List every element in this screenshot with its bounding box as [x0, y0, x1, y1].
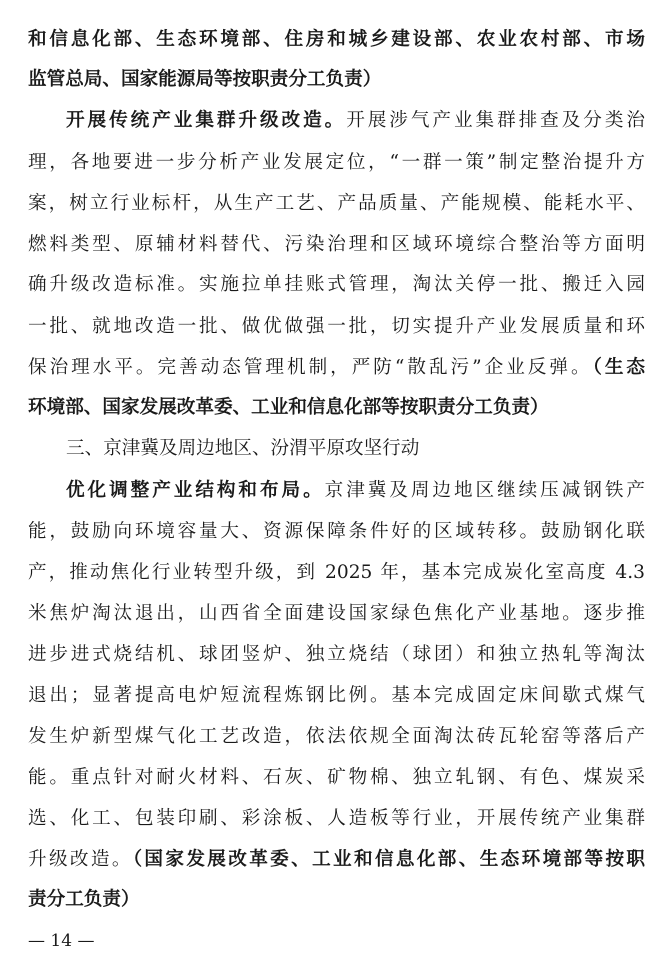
- para1-line8: 环境部、国家发展改革委、工业和信息化部等按职责分工负责）: [28, 397, 549, 418]
- para1-line1-rest: 开展涉气产业集群排查及分类治: [346, 110, 645, 131]
- para1-line1: [66, 108, 645, 134]
- para0-line2: 监管总局、国家能源局等按职责分工负责）: [28, 69, 382, 90]
- para2-line8: 能。重点针对耐火材料、石灰、矿物棉、独立轧钢、有色、煤炭采: [28, 767, 645, 788]
- para2-line9: 选、化工、包装印刷、彩涂板、人造板等行业，开展传统产业集群: [28, 808, 645, 829]
- para2-line1-rest: 京津冀及周边地区继续压减钢铁产: [324, 480, 645, 501]
- page-number: — 14 —: [28, 931, 95, 951]
- para1-line7-bold: （生态: [592, 357, 646, 378]
- para2-line5: 进步进式烧结机、球团竖炉、独立烧结（球团）和独立热轧等淘汰: [28, 644, 645, 665]
- para1-line7: [28, 355, 645, 381]
- para1-line6: 一批、就地改造一批、做优做强一批，切实提升产业发展质量和环: [28, 316, 645, 337]
- para2-line10: [28, 847, 645, 873]
- para2-line11: 责分工负责）: [28, 889, 140, 910]
- para1-lead: 开展传统产业集群升级改造。: [66, 110, 347, 131]
- para2-line4: 米焦炉淘汰退出，山西省全面建设国家绿色焦化产业基地。逐步推: [28, 603, 645, 624]
- para2-lead: 优化调整产业结构和布局。: [66, 480, 325, 501]
- para1-line3: 案，树立行业标杆，从生产工艺、产品质量、产能规模、能耗水平、: [28, 193, 645, 214]
- para2-line1: [66, 478, 645, 504]
- para1-line5: 确升级改造标准。实施拉单挂账式管理，淘汰关停一批、搬迁入园: [28, 274, 645, 295]
- para1-line4: 燃料类型、原辅材料替代、污染治理和区域环境综合整治等方面明: [28, 234, 645, 255]
- para2-line10-bold: （国家发展改革委、工业和信息化部、生态环境部等按职: [132, 849, 645, 870]
- section-heading: 三、京津冀及周边地区、汾渭平原攻坚行动: [66, 438, 420, 459]
- para2-line6: 退出；显著提高电炉短流程炼钢比例。基本完成固定床间歇式煤气: [28, 685, 645, 706]
- para1-line2: 理，各地要进一步分析产业发展定位，“一群一策”制定整治提升方: [28, 152, 645, 173]
- para2-line10-text: 升级改造。: [28, 849, 133, 870]
- para2-line2: 能，鼓励向环境容量大、资源保障条件好的区域转移。鼓励钢化联: [28, 521, 645, 542]
- para2-line3: 产，推动焦化行业转型升级，到 2025 年，基本完成炭化室高度 4.3: [28, 562, 645, 583]
- para1-line7-text: 保治理水平。完善动态管理机制，严防“散乱污”企业反弹。: [28, 357, 593, 378]
- para2-line7: 发生炉新型煤气化工艺改造，依法依规全面淘汰砖瓦轮窑等落后产: [28, 726, 645, 747]
- para0-line1: 和信息化部、生态环境部、住房和城乡建设部、农业农村部、市场: [28, 29, 645, 50]
